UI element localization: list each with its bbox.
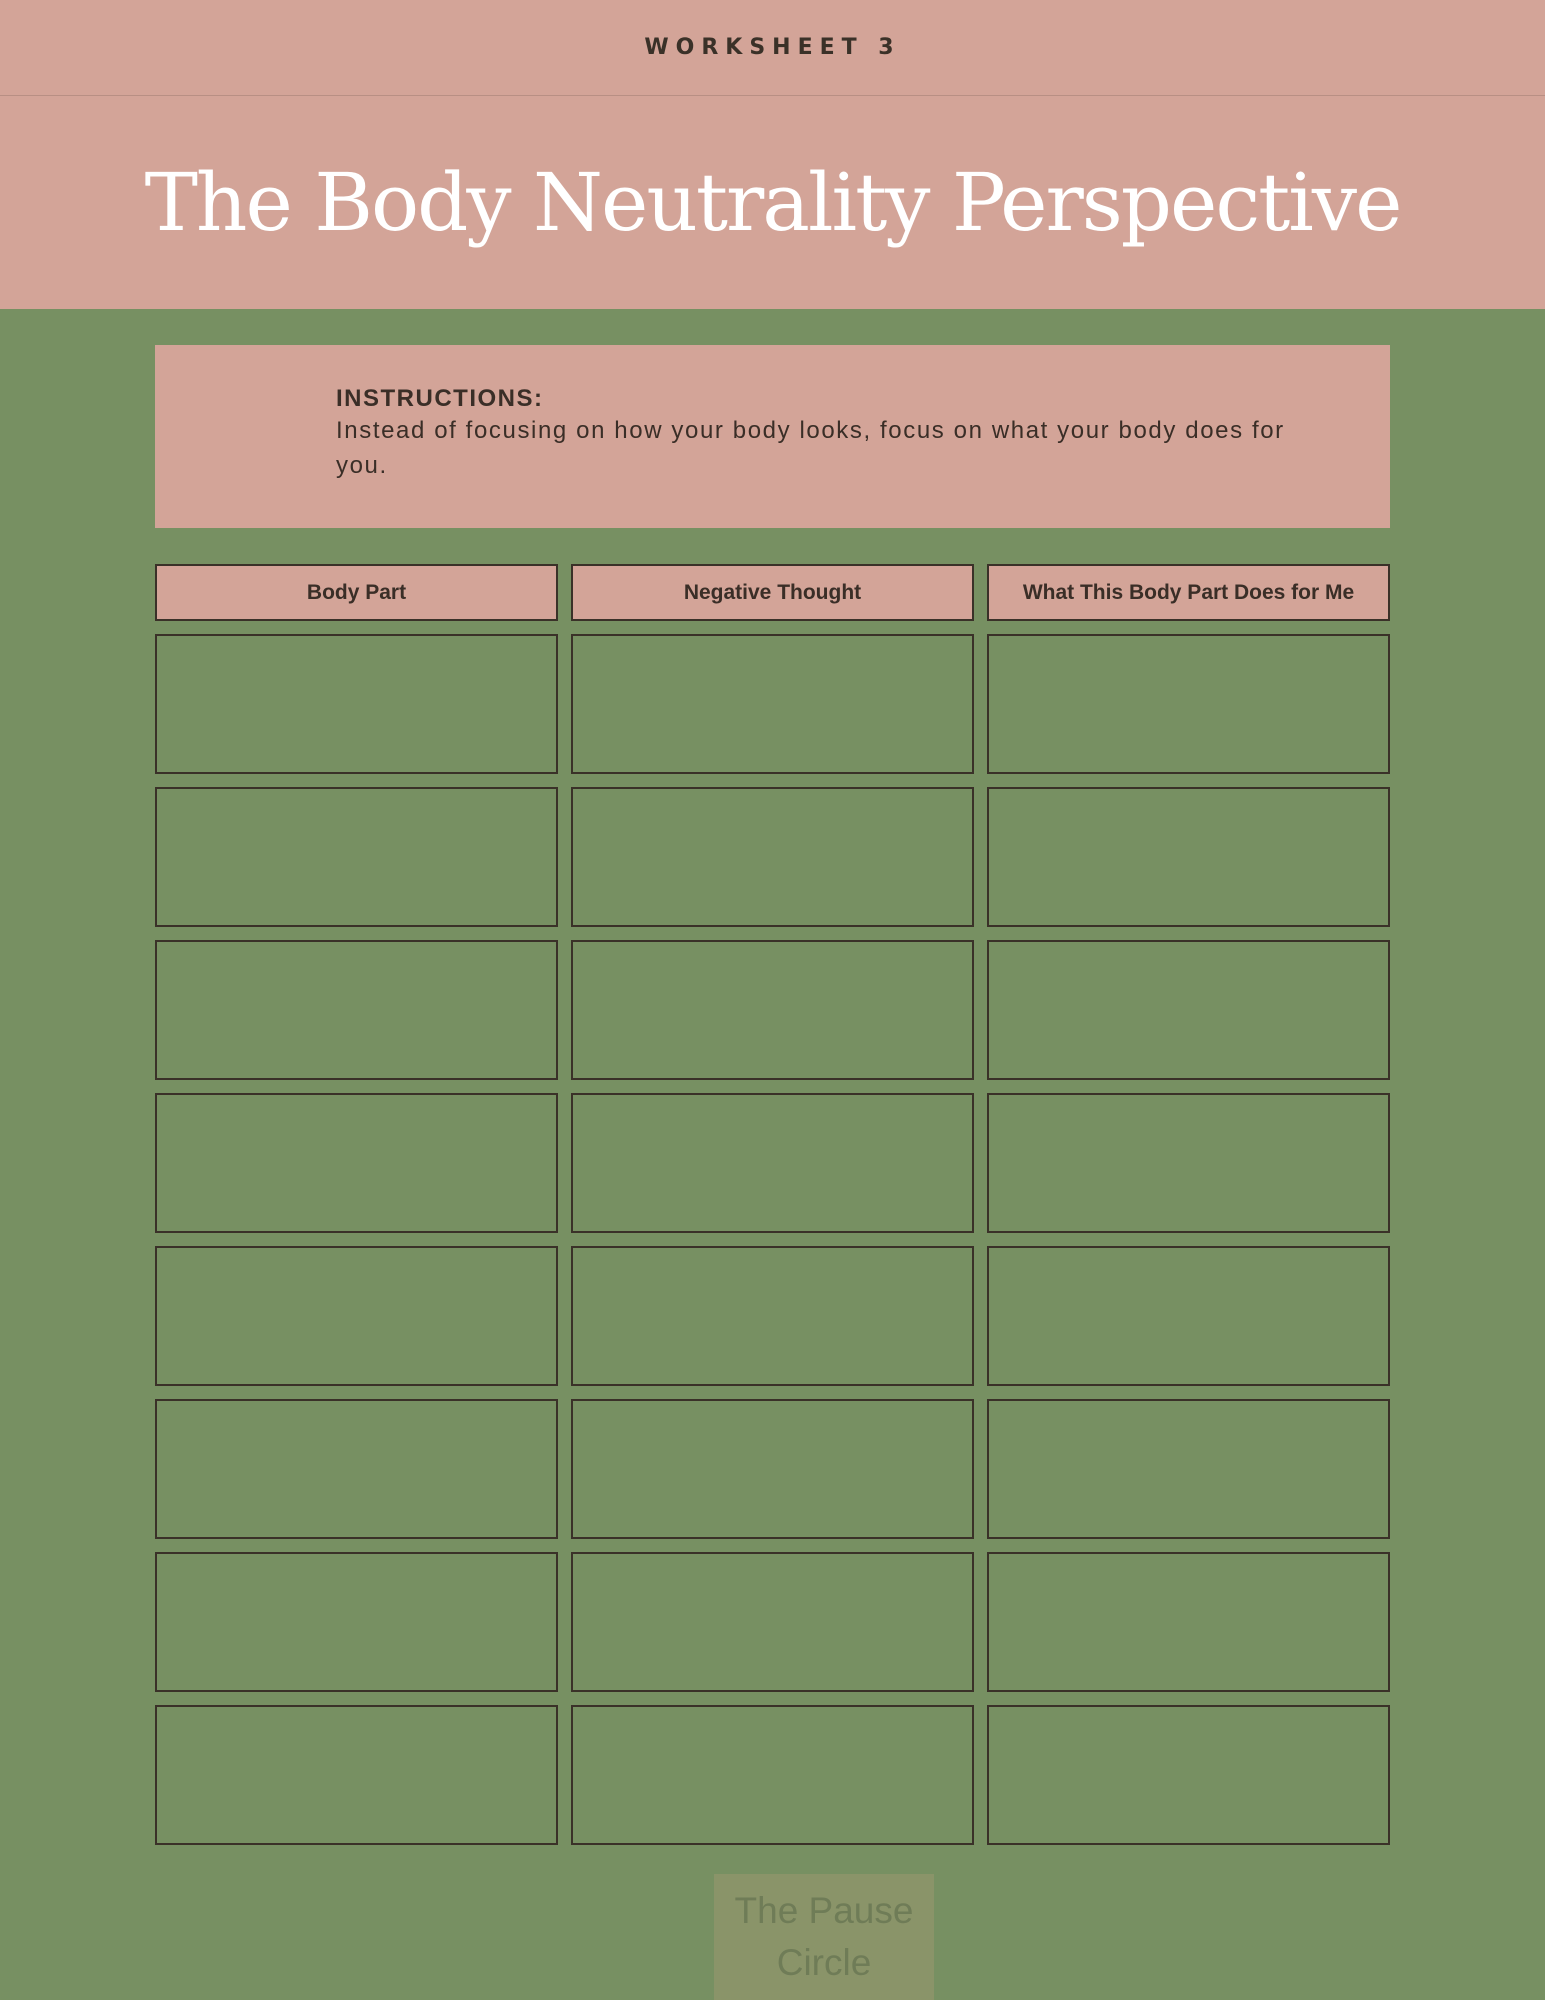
column-header-negative-thought: Negative Thought [571, 564, 974, 621]
instructions-text: Instead of focusing on how your body looks, focus on what your body does for you. [336, 416, 1285, 479]
write-in-cell-body-part[interactable] [155, 1705, 558, 1845]
write-in-cell-body-part[interactable] [155, 940, 558, 1080]
title-band [0, 96, 1545, 309]
write-in-cell-body-part[interactable] [155, 1552, 558, 1692]
write-in-cell-what-body-part-does[interactable] [987, 1705, 1390, 1845]
write-in-cell-negative-thought[interactable] [571, 1246, 974, 1386]
write-in-cell-what-body-part-does[interactable] [987, 1399, 1390, 1539]
write-in-cell-what-body-part-does[interactable] [987, 1093, 1390, 1233]
write-in-cell-body-part[interactable] [155, 634, 558, 774]
write-in-cell-what-body-part-does[interactable] [987, 787, 1390, 927]
write-in-cell-what-body-part-does[interactable] [987, 1246, 1390, 1386]
write-in-cell-negative-thought[interactable] [571, 940, 974, 1080]
write-in-cell-negative-thought[interactable] [571, 1093, 974, 1233]
instructions-box [155, 345, 1390, 528]
watermark-text: The Pause Circle [734, 1890, 914, 1983]
watermark-logo [714, 1874, 934, 2000]
column-header-body-part: Body Part [155, 564, 558, 621]
write-in-cell-negative-thought[interactable] [571, 634, 974, 774]
write-in-cell-what-body-part-does[interactable] [987, 634, 1390, 774]
worksheet-label: WORKSHEET 3 [644, 35, 901, 60]
write-in-cell-body-part[interactable] [155, 1093, 558, 1233]
page-title: The Body Neutrality Perspective [144, 156, 1401, 249]
write-in-cell-negative-thought[interactable] [571, 787, 974, 927]
top-bar [0, 0, 1545, 96]
write-in-cell-what-body-part-does[interactable] [987, 940, 1390, 1080]
write-in-cell-negative-thought[interactable] [571, 1705, 974, 1845]
instructions-heading: INSTRUCTIONS: [336, 385, 544, 412]
write-in-cell-negative-thought[interactable] [571, 1552, 974, 1692]
write-in-cell-negative-thought[interactable] [571, 1399, 974, 1539]
write-in-cell-body-part[interactable] [155, 1399, 558, 1539]
column-header-what-body-part-does: What This Body Part Does for Me [987, 564, 1390, 621]
write-in-cell-body-part[interactable] [155, 787, 558, 927]
write-in-cell-body-part[interactable] [155, 1246, 558, 1386]
write-in-cell-what-body-part-does[interactable] [987, 1552, 1390, 1692]
